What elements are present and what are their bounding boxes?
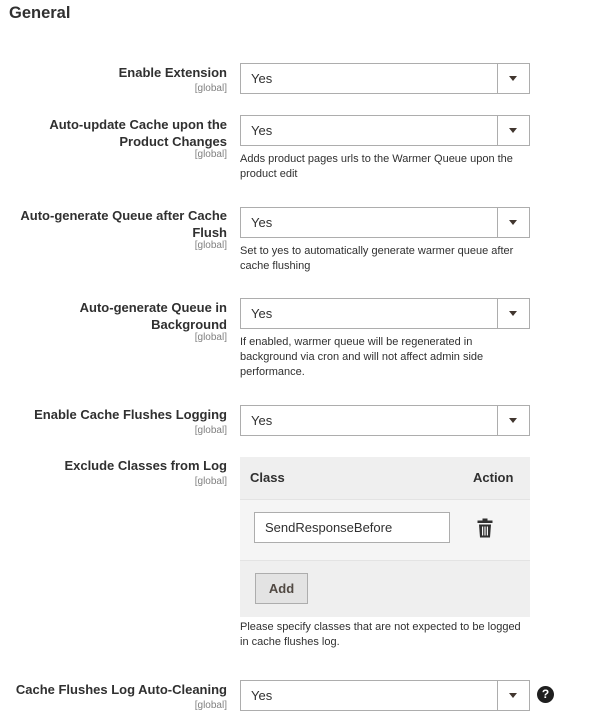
field-label-text: Exclude Classes from Log [64,458,227,473]
field-control [240,63,530,94]
trash-icon[interactable] [477,518,493,538]
field-label [12,64,227,95]
auto-generate-queue-background-select[interactable] [240,298,530,329]
select-value: Yes [251,215,273,230]
auto-generate-queue-after-flush-select[interactable] [240,207,530,238]
field-label-text: Cache Flushes Log Auto-Cleaning [15,682,227,697]
field-label [12,299,227,344]
field-control [240,680,530,711]
scope-label: [global] [194,149,227,160]
field-label [12,116,227,161]
scope-label: [global] [194,240,227,251]
field-label-text-line-2: Flush [192,225,227,240]
column-header-action: Action [473,470,514,485]
field-label [12,457,227,488]
select-value: Yes [251,123,273,138]
chevron-down-icon [509,693,517,698]
grid-footer [240,561,530,617]
field-label-text-line-2: Product Changes [119,134,227,149]
chevron-down-icon [509,128,517,133]
field-label-text-line-1: Auto-generate Queue in [79,300,227,315]
exclude-classes-grid [240,457,530,617]
select-toggle[interactable] [497,64,529,93]
field-control [240,115,530,182]
field-label-text-line-1: Auto-update Cache upon the [49,117,227,132]
field-label-text-line-2: Background [151,317,227,332]
field-label [12,681,227,712]
field-note: If enabled, warmer queue will be regenerated in background via cron and will not affect admin side performance. [240,336,484,378]
field-control [240,405,530,436]
chevron-down-icon [509,311,517,316]
field-note: Adds product pages urls to the Warmer Queue upon the product edit [240,153,513,180]
section-title-general[interactable]: General [9,4,71,22]
scope-label: [global] [194,83,227,94]
field-control [240,207,530,274]
exclude-classes-note: Please specify classes that are not expected to be logged in cache flushes log. [240,621,521,648]
help-icon[interactable]: ? [537,686,554,703]
scope-label: [global] [194,425,227,436]
column-header-class: Class [250,470,285,485]
select-value: Yes [251,688,273,703]
grid-header [240,457,530,499]
select-toggle[interactable] [497,681,529,710]
enable-extension-select[interactable] [240,63,530,94]
log-auto-cleaning-select[interactable] [240,680,530,711]
chevron-down-icon [509,220,517,225]
scope-label: [global] [194,476,227,487]
select-toggle[interactable] [497,116,529,145]
field-label-text-line-1: Auto-generate Queue after Cache [20,208,227,223]
auto-update-cache-select[interactable] [240,115,530,146]
field-label-text: Enable Extension [118,65,227,80]
select-toggle[interactable] [497,208,529,237]
select-toggle[interactable] [497,406,529,435]
scope-label: [global] [194,332,227,343]
table-row [240,499,530,561]
field-control [240,298,530,380]
select-value: Yes [251,71,273,86]
chevron-down-icon [509,418,517,423]
add-class-button[interactable]: Add [255,573,308,604]
select-value: Yes [251,306,273,321]
select-value: Yes [251,413,273,428]
chevron-down-icon [509,76,517,81]
select-toggle[interactable] [497,299,529,328]
class-input[interactable] [254,512,450,543]
enable-cache-flushes-logging-select[interactable] [240,405,530,436]
field-label [12,406,227,437]
field-note: Set to yes to automatically generate warmer queue after cache flushing [240,245,514,272]
field-label-text: Enable Cache Flushes Logging [34,407,227,422]
field-label [12,207,227,252]
scope-label: [global] [194,700,227,711]
